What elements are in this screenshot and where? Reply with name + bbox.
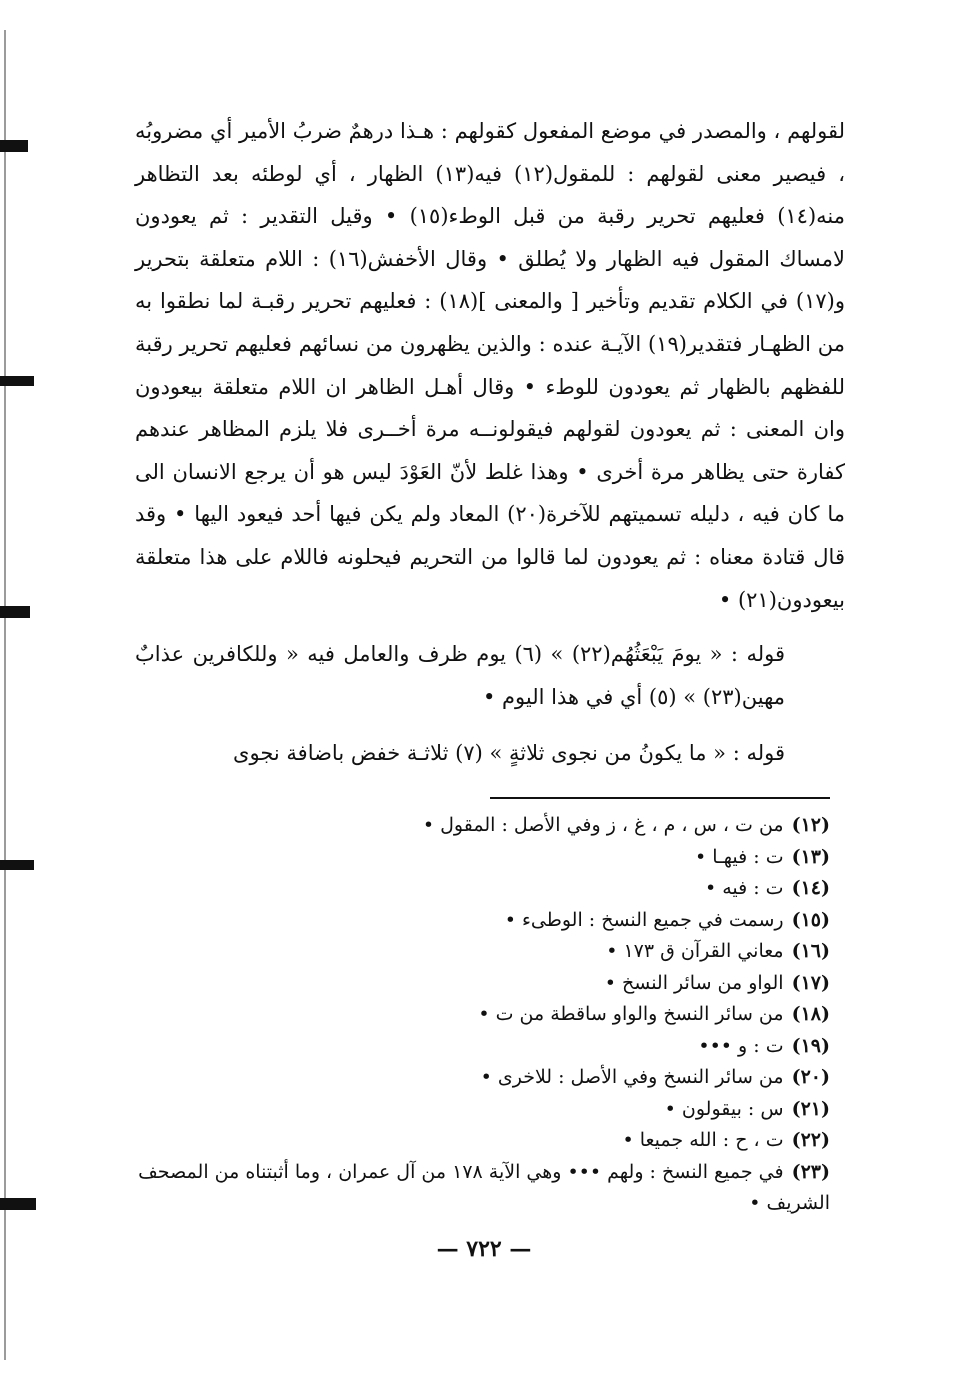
footnote-number: (١٣) [791,845,830,868]
footnote [130,810,830,842]
footnote-text: ت : فيه • [704,877,784,899]
margin-mark [0,606,30,618]
footnote-text: ت : فيهـا • [695,845,784,868]
footnote [130,1157,830,1220]
footnote [130,842,830,874]
footnote-separator [490,797,830,799]
footnote-text: من سائر النسخ وفي الأصل : للاخرى • [480,1066,784,1088]
footnote [130,1031,830,1063]
footnote [130,1125,830,1157]
footnote [130,999,830,1031]
footnote-text: ت ، ح : الله جميعا • [622,1129,784,1151]
footnote-number: (١٥) [791,908,830,931]
main-text [135,110,845,775]
footnote-text: في جميع النسخ : ولهم ••• وهي الآية ١٧٨ من آل عمران ، وما أثبتناه من المصحف الشريف • [138,1160,830,1214]
paragraph-commentary: لقولهم ، والمصدر في موضع المفعول كقولهم : هـذا درهمٌ ضربُ الأمير أي مضروبُه ، فيصير معنى لقولهم : للمقول(١٢) فيه(١٣) الظهار ، أي لوطئه بعد التظاهر منه(١٤) فعليهم تحرير رقبة من قبل الوطء(١٥) • وقيل التقدير : ثم يعودون لامساك المقول فيه الظهار ولا يُطلق • وقال الأخفش(١٦) : اللام متعلقة بتحرير و(١٧) في الكلام تقديم وتأخير [ والمعنى ](١٨) : فعليهم تحرير رقبـة لما نطقوا به من الظهـار فتقدير(١٩) الآيـة عنده : والذين يظهرون من نسائهم فعليهم تحرير رقبة للفظهم بالظهار ثم يعودون للوطء • وقال أهـل الظاهر ان اللام متعلقة بيعودون وان المعنى : ثم يعودون لقولهم فيقولونــه مرة أخــرى فلا يلزم المظاهر عندهم كفارة حتى يظاهر مرة أخرى • وهذا غلط لأنّ العَوْدَ ليس هو أن يرجع الانسان الى ما كان فيه ، دليله تسميتهم للآخرة(٢٠) المعاد ولم يكن فيها أحد فيعود اليها • وقد قال قتادة معناه : ثم يعودون لما قالوا من التحريم فيحلونه فاللام على هذا متعلقة بيعودون(٢١) • [135,119,846,612]
footnote-number: (١٢) [791,814,830,836]
footnotes [130,810,830,1220]
footnote-text: الواو من سائر النسخ • [604,971,784,994]
footnote-number: (٢٢) [791,1129,830,1151]
paragraph-verse-6: قوله : « يومَ يَبْعَثُهُم(٢٢) » (٦) يوم ظرف والعامل فيه « وللكافرين عذابٌ مهين(٢٣) » (٥) أي في هذا اليوم • [135,642,785,709]
margin-mark [0,860,34,870]
footnote-text: معاني القرآن ق ١٧٣ • [606,940,784,962]
page-binding-edge [4,30,6,1360]
footnote-number: (٢٠) [791,1066,830,1088]
footnote-text: من سائر النسخ والواو ساقطة من ت • [478,1003,784,1025]
footnote-number: (٢١) [791,1097,830,1120]
paragraph-verse-7: قوله : « ما يكونُ من نجوى ثلاثةٍ » (٧) ثلاثـة خفض باضافة نجوى [233,741,785,766]
page-number: — ٧٢٢ — [436,1236,532,1262]
footnote-number: (٢٣) [791,1160,830,1183]
footnote-number: (١٤) [791,877,830,899]
footnote [130,1062,830,1094]
margin-mark [0,140,28,152]
footnote-number: (١٧) [791,971,830,994]
margin-mark [0,1198,36,1210]
footnote [130,873,830,905]
footnote-text: ت : و ••• [698,1034,784,1057]
footnote-text: رسمت في جميع النسخ : الوطىء • [504,908,784,931]
footnote [130,1094,830,1126]
footnote-text: س : بيقولون • [664,1097,784,1120]
footnote [130,936,830,968]
footnote [130,905,830,937]
margin-mark [0,376,34,386]
footnote-number: (١٦) [791,940,830,962]
footnote-number: (١٨) [791,1003,830,1025]
footnote-number: (١٩) [791,1034,830,1057]
footnote-text: من ت ، س ، م ، غ ، ز وفي الأصل : المقول • [422,814,784,836]
footnote [130,968,830,1000]
